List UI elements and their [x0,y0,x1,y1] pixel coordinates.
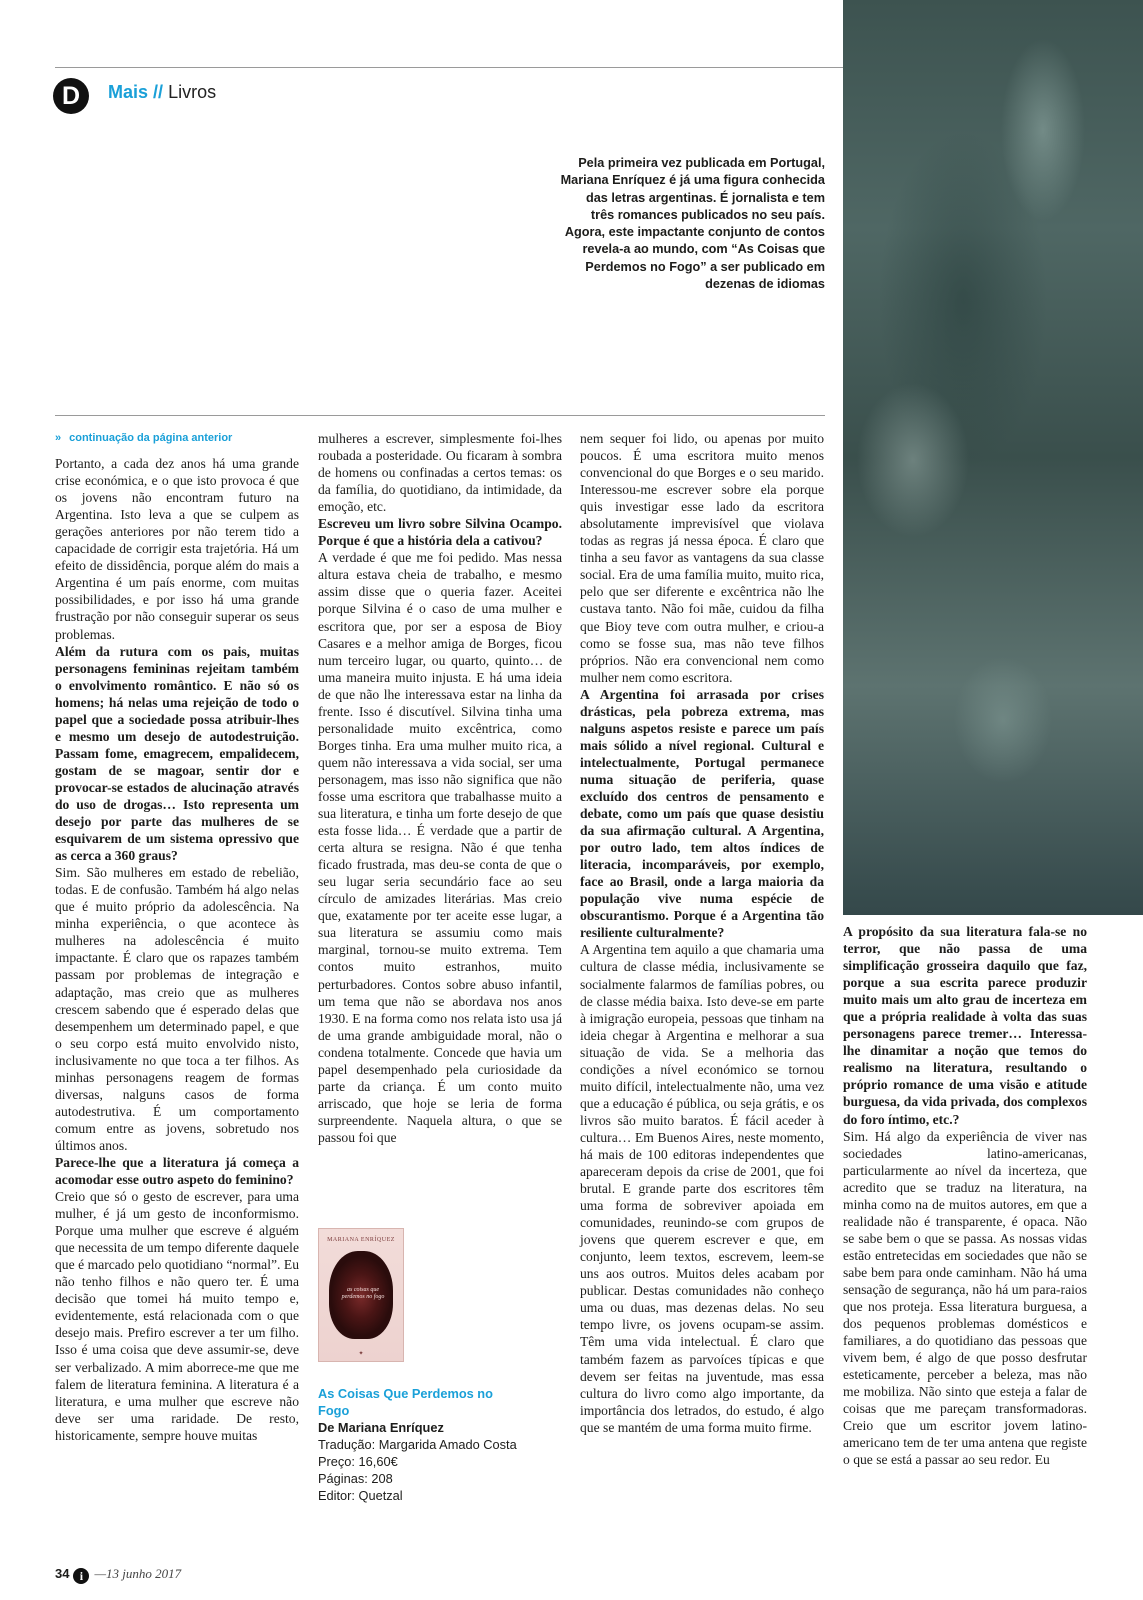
column-2 [318,430,562,1146]
section-separator: // [153,82,164,102]
book-cover-image [318,1228,404,1362]
book-info [318,1385,518,1504]
book-cover-author: MARIANA ENRÍQUEZ [327,1237,395,1243]
answer-paragraph: nem sequer foi lido, ou apenas por muito poucos. É uma escritora muito menos convencional do que Borges e o seu marido. Interessou-me escrever sobre ela porque quis investigar esse lado da escritora absolutamente imprevisível que violava todas as regras já nessa época. É claro que tinha a seu favor as vantagens da sua classe social. Era de uma família muito, muito rica, pelo que ser diferente e excêntrica não lhe custava tanto. Não foi mãe, cuidou da filha que Bioy teve com outra mulher, e criou-a como se fosse sua, mas não teve filhos próprios. Não era convencional nem como mulher nem como escritora. [580,431,824,685]
book-title: As Coisas Que Perdemos no Fogo [318,1386,493,1418]
section-header [108,82,216,103]
answer-paragraph: A verdade é que me foi pedido. Mas nessa altura estava cheia de trabalho, e mesmo assim disse que o queria fazer. Aceitei porque Silvina é o caso de uma mulher e escritora que, por ser a esposa de Bioy Casares e a melhor amiga de Borges, ficou num terceiro lugar, ou quarto, quinto… de uma maneira muito injusta. E há uma ideia de que não lhe interessava estar na linha da frente. Isso é discutível. Silvina tinha uma personalidade muito excêntrica, como Borges tinha. Era uma mulher muito rica, a quem não interessava a vida social, ser uma personagem, mas isso não significa que não fosse uma escritora que trabalhasse muito a sua literatura, e tinha um forte desejo de que esta fosse lida… É verdade que a partir de certa altura se resigna. Não é que tenha ficado frustrada, mas deu-se conta de que o seu lugar seria secundário face ao seu círculo de amizades literárias. Mas creio que, exatamente por ter aceite esse lugar, a sua literatura se assumiu como mais marginal, tornou-se muito extrema. Tem contos muito estranhos, muito perturbadores. Contos sobre abuso infantil, um tema que não se abordava nos anos 1930. E na forma como nos relata isto usa já de uma grande ambiguidade moral, não o condena totalmente. Concede que havia um papel desempenhado pela curiosidade da parte da criança. É um conto muito arriscado, que hoje se leria de forma surpreendente. Naquela altura, o que se passou foi que [318,550,562,1145]
continuation-note [55,430,299,447]
column-4 [843,923,1087,1469]
question-paragraph: A propósito da sua literatura fala-se no terror, que não passa de uma simplificação grosseira daquilo que faz, porque a sua escrita parece produzir muito mais um alto grau de incerteza em que a própria realidade à volta das suas personagens parece tremer… Interessa-lhe dinamitar a noção que temos do realismo na literatura, resultando o próprio romance de uma visão e atitude burguesa, da vida privada, dos complexos do foro íntimo, etc.? [843,924,1087,1127]
book-pages: Páginas: 208 [318,1471,393,1486]
mid-divider [55,415,825,416]
answer-paragraph: Portanto, a cada dez anos há uma grande crise económica, e o que isto provoca é que os jovens não encontram futuro na Argentina. Isto leva a que se culpem as gerações anteriores por não terem tido a capacidade de corrigir esta trajetória. Há um efeito de dissidência, porque além do mais a Argentina é um país enorme, com muitas possibilidades, e por isso há uma grande frustração por não conseguir superar os seus problemas. [55,456,299,642]
book-translation: Tradução: Margarida Amado Costa [318,1437,517,1452]
book-cover-title: as coisas que perdemos no fogo [341,1287,385,1300]
question-paragraph: A Argentina foi arrasada por crises drásticas, pela pobreza extrema, mas nalguns aspetos resiste e parece um país mais sólido a nível regional. Cultural e intelectualmente, Portugal permanece numa situação de periferia, quase excluído dos centros de pensamento e debate, como um país que quase desistiu da sua afirmação cultural. A Argentina, por outro lado, tem altos índices de literacia, incomparáveis, por exemplo, face ao Brasil, onde a larga maioria da população vive numa espécie de obscurantismo. Porque é a Argentina tão resiliente culturalmente? [580,686,824,941]
book-author: De Mariana Enríquez [318,1420,444,1435]
section-logo: D [53,78,89,114]
publisher-mark-icon: ✦ [358,1351,364,1357]
lead-paragraph: Pela primeira vez publicada em Portugal, Mariana Enríquez é já uma figura conhecida das letras argentinas. É jornalista e tem três romances publicados no seu país. Agora, este impactante conjunto de contos revela-a ao mundo, com “As Coisas que Perdemos no Fogo” a ser publicado em dezenas de idiomas [560,156,825,292]
question-paragraph: Além da rutura com os pais, muitas personagens femininas rejeitam também o envolvimento romântico. E não só os homens; há nelas uma rejeição de todo o papel que a sociedade possa atribuir-lhes e mesmo um desejo de autodestruição. Passam fome, emagrecem, empalidecem, gostam de se magoar, sentir dor e provocar-se estados de alucinação através do uso de drogas… Isto representa um desejo por parte das mulheres de se esquivarem de um sistema opressivo que as cerca a 360 graus? [55,643,299,864]
book-publisher: Editor: Quetzal [318,1488,403,1503]
answer-paragraph: A Argentina tem aquilo a que chamaria uma cultura de classe média, inclusivamente se socialmente falarmos de famílias pobres, ou de classe média baixa. Isto deve-se em parte à imigração europeia, pessoas que tinham na ideia chegar à Argentina e melhorar a sua situação de vida. Se a melhoria das condições a nível económico se tornou muito difícil, intelectualmente não, uma vez que a educação é pública, ou seja grátis, e os livros são muito baratos. É fácil aceder à cultura… Em Buenos Aires, neste momento, há mais de 100 editoras independentes que apareceram depois da crise de 2001, que foi brutal. E grande parte dos escritores têm uma forma de sobreviver apoiada em comunidades, reunindo-se com grupos de jovens que querem escrever e que, em conjunto, leem textos, escrevem, leem-se uns aos outros. Muitos deles acabam por publicar. Destas comunidades não conheço uma ou duas, mas dezenas delas. No seu tempo livre, os jovens ocupam-se assim. Têm uma vida intelectual. É claro que também fazem as parvoíces típicas e que devem ser feitas na juventude, mas essa cultura do livro como algo importante, da importância dos letrados, do estudo, é algo que se mantém de uma forma muito firme. [580,942,824,1435]
answer-paragraph: Sim. São mulheres em estado de rebelião, todas. E de confusão. Também há algo nelas que é muito próprio da adolescência. Na minha experiência, o que acontece às mulheres na adolescência é muito impactante. É claro que os rapazes também passam por problemas de integração e adaptação, mas creio que as mulheres crescem sabendo que é esperado delas que desempenhem um determinado papel, e que o seu corpo está muito envolvido nisto, inclusivamente no que toca a ter filhos. As minhas personagens reagem de formas diversas, nalguns casos de forma autodestrutiva. É um comportamento comum entre as jovens, sobretudo nos últimos anos. [55,865,299,1153]
column-1 [55,430,299,1444]
subsection-label: Livros [168,82,217,102]
column-3 [580,430,824,1436]
page-number: 34 [55,1566,70,1581]
continuation-label: continuação da página anterior [69,432,233,444]
newspaper-logo-icon: i [73,1568,89,1584]
answer-paragraph: mulheres a escrever, simplesmente foi-lhes roubada a posteridade. Ou ficaram à sombra de homens ou confinadas a certos temas: os da família, do quotidiano, da intimidade, da emoção, etc. [318,431,562,515]
continuation-arrow-icon: » [55,432,62,444]
issue-date: —13 junho 2017 [94,1566,182,1581]
section-label: Mais [108,82,149,102]
book-price: Preço: 16,60€ [318,1454,398,1469]
question-paragraph: Escreveu um livro sobre Silvina Ocampo. Porque é que a história dela a cativou? [318,516,562,549]
question-paragraph: Parece-lhe que a literatura já começa a acomodar esse outro aspeto do feminino? [55,1154,299,1188]
answer-paragraph: Creio que só o gesto de escrever, para uma mulher, é já um gesto de inconformismo. Porque uma mulher que escreve é alguém que necessita de um tempo diferente daquele que é marcado pelo quotidiano “normal”. Eu não tenho filhos e não quero ter. É uma decisão que tomei há muito tempo e, evidentemente, está relacionada com o que desejo mais. Prefiro escrever a ter um filho. Isso é uma coisa que deve assumir-se, deve ser verbalizado. A mim aborrece-me que me falem de literatura feminina. A literatura é a literatura, e uma mulher que escreve não deve ser uma raridade. De resto, historicamente, sempre houve muitas [55,1189,299,1443]
answer-paragraph: Sim. Há algo da experiência de viver nas sociedades latino-americanas, particularmente ao nível da incerteza, que acredito que se traduz na literatura, na minha como na de muitos autores, em que a realidade não é transparente, é opaca. Não se sabe bem o que se passa. As nossas vidas estão entretecidas em sociedades que não se sabe bem para onde caminham. Não há uma sensação de segurança, não há um para-raios que nos proteja. Essa literatura burguesa, a dos pequenos problemas domésticos e familiares, a do quotidiano das pessoas que vivem bem, é algo de que posso desfrutar esteticamente, perceber a beleza, mas não me mobiliza. Não sinto que esteja a falar de coisas que me pareçam transformadoras. Creio que um escritor jovem latino-americano tem de ter uma antena que registe o que se está a passar ao seu redor. Eu [843,1128,1087,1468]
page-footer [55,1566,181,1584]
top-divider [55,67,843,68]
cover-photo [843,0,1143,915]
